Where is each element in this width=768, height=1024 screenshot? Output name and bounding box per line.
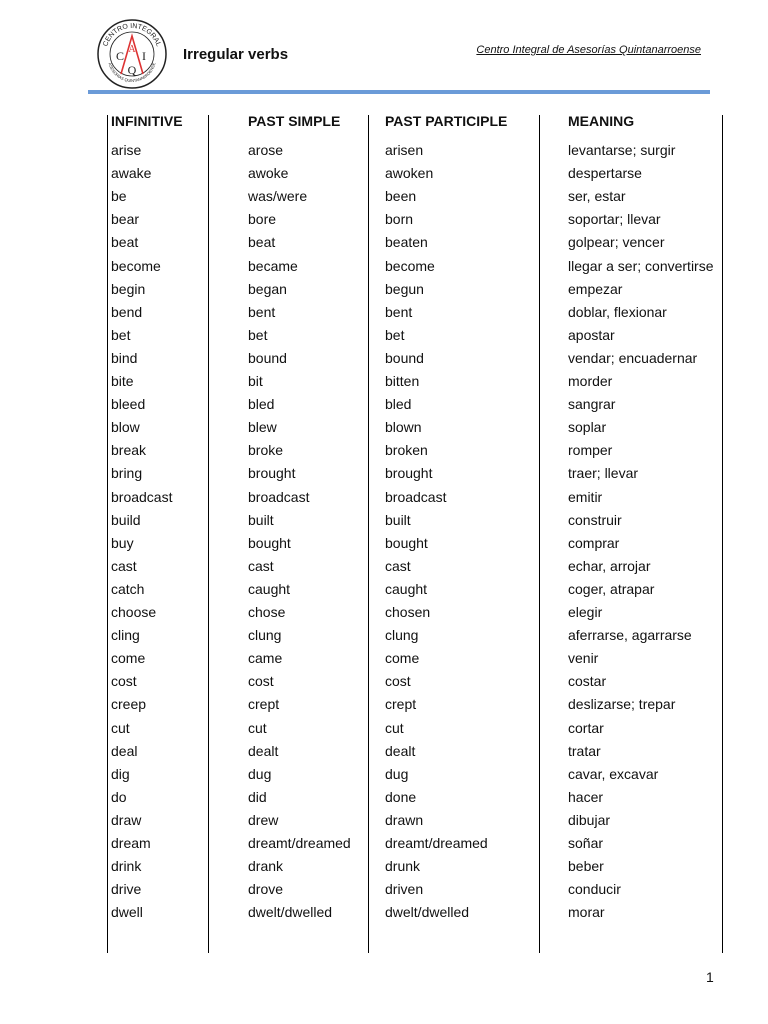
past-simple-cell: brought bbox=[248, 465, 296, 482]
past-participle-cell: bet bbox=[385, 326, 405, 343]
meaning-cell: traer; llevar bbox=[568, 465, 639, 482]
infinitive-cell: awake bbox=[111, 165, 152, 182]
past-participle-cell: broadcast bbox=[385, 488, 447, 505]
infinitive-cell: begin bbox=[111, 280, 146, 297]
table-row bbox=[0, 695, 768, 718]
past-participle-cell: dwelt/dwelled bbox=[385, 904, 470, 921]
infinitive-cell: drink bbox=[111, 858, 142, 875]
infinitive-cell: do bbox=[111, 788, 127, 805]
header-past-participle: PAST PARTICIPLE bbox=[385, 113, 508, 129]
infinitive-cell: build bbox=[111, 511, 141, 528]
meaning-cell: echar, arrojar bbox=[568, 557, 651, 574]
logo-bottom-text: ASESORÍAS QUINTANARROENSE bbox=[107, 62, 157, 84]
past-simple-cell: drank bbox=[248, 858, 284, 875]
past-simple-cell: arose bbox=[248, 142, 284, 158]
past-simple-cell: dwelt/dwelled bbox=[248, 904, 333, 921]
meaning-cell: dibujar bbox=[568, 811, 611, 828]
logo-letter-c: C bbox=[115, 49, 125, 63]
past-simple-cell: drew bbox=[248, 811, 279, 828]
meaning-cell: golpear; vencer bbox=[568, 234, 665, 251]
past-simple-cell: was/were bbox=[248, 188, 308, 205]
past-simple-cell: bit bbox=[248, 373, 263, 389]
past-simple-cell: clung bbox=[248, 627, 282, 644]
meaning-cell: deslizarse; trepar bbox=[568, 696, 676, 713]
table-row bbox=[0, 257, 768, 280]
meaning-cell: despertarse bbox=[568, 165, 642, 182]
table-row bbox=[0, 788, 768, 811]
infinitive-cell: dream bbox=[111, 835, 151, 851]
meaning-cell: venir bbox=[568, 650, 599, 667]
past-simple-cell: caught bbox=[248, 580, 291, 597]
meaning-cell: comprar bbox=[568, 534, 620, 551]
infinitive-cell: choose bbox=[111, 604, 157, 620]
past-participle-cell: bled bbox=[385, 396, 412, 413]
table-row bbox=[0, 765, 768, 788]
meaning-cell: emitir bbox=[568, 488, 603, 505]
past-participle-cell: dug bbox=[385, 765, 409, 782]
meaning-cell: romper bbox=[568, 442, 613, 459]
infinitive-cell: bite bbox=[111, 373, 134, 389]
table-row bbox=[0, 557, 768, 580]
meaning-cell: construir bbox=[568, 511, 622, 528]
table-row bbox=[0, 210, 768, 233]
past-simple-cell: crept bbox=[248, 696, 280, 713]
infinitive-cell: bind bbox=[111, 349, 138, 366]
infinitive-cell: deal bbox=[111, 742, 138, 759]
past-participle-cell: built bbox=[385, 511, 411, 528]
header-rule bbox=[88, 90, 710, 94]
meaning-cell: ser, estar bbox=[568, 188, 626, 205]
logo-top-text: CENTRO INTEGRAL bbox=[102, 22, 162, 48]
past-simple-cell: cast bbox=[248, 557, 274, 574]
past-simple-cell: drove bbox=[248, 881, 284, 898]
past-participle-cell: driven bbox=[385, 881, 424, 898]
past-participle-cell: broken bbox=[385, 442, 428, 459]
table-row bbox=[0, 441, 768, 464]
infinitive-cell: catch bbox=[111, 580, 145, 597]
infinitive-cell: break bbox=[111, 442, 147, 459]
past-simple-cell: bought bbox=[248, 534, 291, 551]
table-row bbox=[0, 811, 768, 834]
meaning-cell: doblar, flexionar bbox=[568, 303, 667, 320]
past-participle-cell: come bbox=[385, 650, 420, 667]
meaning-cell: tratar bbox=[568, 742, 601, 759]
table-row bbox=[0, 672, 768, 695]
past-simple-cell: broadcast bbox=[248, 488, 310, 505]
past-participle-cell: cast bbox=[385, 557, 411, 574]
logo-letter-a: A bbox=[128, 44, 136, 55]
meaning-cell: soplar bbox=[568, 419, 607, 436]
past-participle-cell: blown bbox=[385, 419, 422, 436]
past-participle-cell: clung bbox=[385, 627, 419, 644]
past-simple-cell: built bbox=[248, 511, 274, 528]
infinitive-cell: dig bbox=[111, 765, 130, 782]
past-simple-cell: came bbox=[248, 650, 283, 667]
past-participle-cell: bought bbox=[385, 534, 428, 551]
infinitive-cell: come bbox=[111, 650, 146, 667]
past-simple-cell: cut bbox=[248, 719, 267, 736]
past-participle-cell: chosen bbox=[385, 604, 431, 620]
table-row bbox=[0, 880, 768, 903]
infinitive-cell: be bbox=[111, 188, 127, 205]
table-row bbox=[0, 326, 768, 349]
table-row bbox=[0, 511, 768, 534]
page-number: 1 bbox=[706, 969, 714, 985]
past-simple-cell: bound bbox=[248, 349, 287, 366]
meaning-cell: aferrarse, agarrarse bbox=[568, 627, 692, 644]
past-participle-cell: awoken bbox=[385, 165, 434, 182]
infinitive-cell: arise bbox=[111, 142, 142, 158]
infinitive-cell: cut bbox=[111, 719, 130, 736]
infinitive-cell: become bbox=[111, 257, 161, 274]
infinitive-cell: bend bbox=[111, 303, 143, 320]
past-simple-cell: became bbox=[248, 257, 298, 274]
meaning-cell: llegar a ser; convertirse bbox=[568, 257, 714, 274]
past-participle-cell: drunk bbox=[385, 858, 421, 875]
past-simple-cell: beat bbox=[248, 234, 276, 251]
infinitive-cell: beat bbox=[111, 234, 139, 251]
table-row bbox=[0, 349, 768, 372]
past-simple-cell: bore bbox=[248, 211, 277, 228]
table-row bbox=[0, 303, 768, 326]
table-row bbox=[0, 626, 768, 649]
table-row bbox=[0, 742, 768, 765]
table-row bbox=[0, 857, 768, 880]
table-header bbox=[0, 112, 768, 135]
past-simple-cell: cost bbox=[248, 673, 274, 690]
meaning-cell: morder bbox=[568, 373, 613, 389]
logo-letter-q: Q bbox=[127, 63, 137, 77]
past-simple-cell: bet bbox=[248, 326, 268, 343]
meaning-cell: soportar; llevar bbox=[568, 211, 661, 228]
meaning-cell: empezar bbox=[568, 280, 623, 297]
past-participle-cell: beaten bbox=[385, 234, 428, 251]
table-row bbox=[0, 834, 768, 857]
past-participle-cell: bound bbox=[385, 349, 424, 366]
meaning-cell: coger, atrapar bbox=[568, 580, 655, 597]
meaning-cell: cavar, excavar bbox=[568, 765, 659, 782]
past-participle-cell: been bbox=[385, 188, 417, 205]
table-row bbox=[0, 649, 768, 672]
meaning-cell: hacer bbox=[568, 788, 604, 805]
past-participle-cell: cost bbox=[385, 673, 411, 690]
document-title: Irregular verbs bbox=[183, 46, 289, 63]
past-participle-cell: drawn bbox=[385, 811, 424, 828]
table-row bbox=[0, 488, 768, 511]
infinitive-cell: bet bbox=[111, 326, 131, 343]
meaning-cell: sangrar bbox=[568, 396, 616, 413]
past-participle-cell: become bbox=[385, 257, 435, 274]
organization-name: Centro Integral de Asesorías Quintanarroense bbox=[476, 44, 701, 56]
past-participle-cell: born bbox=[385, 211, 414, 228]
logo-letter-i: I bbox=[142, 49, 146, 63]
past-simple-cell: dreamt/dreamed bbox=[248, 835, 351, 851]
past-simple-cell: broke bbox=[248, 442, 284, 459]
meaning-cell: cortar bbox=[568, 719, 604, 736]
past-participle-cell: cut bbox=[385, 719, 404, 736]
table-row bbox=[0, 372, 768, 395]
header-meaning: MEANING bbox=[568, 113, 635, 129]
meaning-cell: elegir bbox=[568, 604, 603, 620]
past-simple-cell: did bbox=[248, 788, 267, 805]
past-participle-cell: arisen bbox=[385, 142, 424, 158]
past-simple-cell: chose bbox=[248, 604, 286, 620]
table-row bbox=[0, 534, 768, 557]
meaning-cell: levantarse; surgir bbox=[568, 142, 676, 158]
meaning-cell: conducir bbox=[568, 881, 621, 898]
past-simple-cell: awoke bbox=[248, 165, 289, 182]
page-header bbox=[0, 0, 768, 100]
cidaq-logo bbox=[96, 18, 168, 90]
table-row bbox=[0, 395, 768, 418]
meaning-cell: vendar; encuadernar bbox=[568, 349, 698, 366]
table-row bbox=[0, 719, 768, 742]
table-row bbox=[0, 141, 768, 164]
infinitive-cell: dwell bbox=[111, 904, 143, 921]
past-participle-cell: caught bbox=[385, 580, 428, 597]
infinitive-cell: bleed bbox=[111, 396, 146, 413]
infinitive-cell: buy bbox=[111, 534, 134, 551]
past-participle-cell: dealt bbox=[385, 742, 416, 759]
meaning-cell: soñar bbox=[568, 835, 604, 851]
infinitive-cell: blow bbox=[111, 419, 140, 436]
table-row bbox=[0, 233, 768, 256]
table-row bbox=[0, 464, 768, 487]
past-simple-cell: bent bbox=[248, 303, 276, 320]
table-row bbox=[0, 903, 768, 926]
infinitive-cell: drive bbox=[111, 881, 142, 898]
table-row bbox=[0, 580, 768, 603]
past-participle-cell: done bbox=[385, 788, 417, 805]
table-row bbox=[0, 164, 768, 187]
past-participle-cell: begun bbox=[385, 280, 424, 297]
past-simple-cell: blew bbox=[248, 419, 277, 436]
past-participle-cell: bitten bbox=[385, 373, 420, 389]
past-simple-cell: dug bbox=[248, 765, 272, 782]
past-participle-cell: brought bbox=[385, 465, 433, 482]
table-row bbox=[0, 187, 768, 210]
infinitive-cell: bring bbox=[111, 465, 143, 482]
infinitive-cell: cost bbox=[111, 673, 137, 690]
meaning-cell: morar bbox=[568, 904, 605, 921]
infinitive-cell: bear bbox=[111, 211, 140, 228]
header-past-simple: PAST SIMPLE bbox=[248, 113, 341, 129]
table-row bbox=[0, 418, 768, 441]
past-simple-cell: bled bbox=[248, 396, 275, 413]
past-simple-cell: began bbox=[248, 280, 287, 297]
infinitive-cell: cast bbox=[111, 557, 137, 574]
infinitive-cell: draw bbox=[111, 811, 142, 828]
past-participle-cell: bent bbox=[385, 303, 413, 320]
table-row bbox=[0, 603, 768, 626]
table-row bbox=[0, 280, 768, 303]
infinitive-cell: creep bbox=[111, 696, 147, 713]
past-participle-cell: dreamt/dreamed bbox=[385, 835, 488, 851]
infinitive-cell: cling bbox=[111, 627, 140, 644]
past-participle-cell: crept bbox=[385, 696, 417, 713]
meaning-cell: apostar bbox=[568, 326, 615, 343]
past-simple-cell: dealt bbox=[248, 742, 279, 759]
meaning-cell: costar bbox=[568, 673, 607, 690]
header-infinitive: INFINITIVE bbox=[111, 113, 183, 129]
meaning-cell: beber bbox=[568, 858, 604, 875]
infinitive-cell: broadcast bbox=[111, 488, 173, 505]
